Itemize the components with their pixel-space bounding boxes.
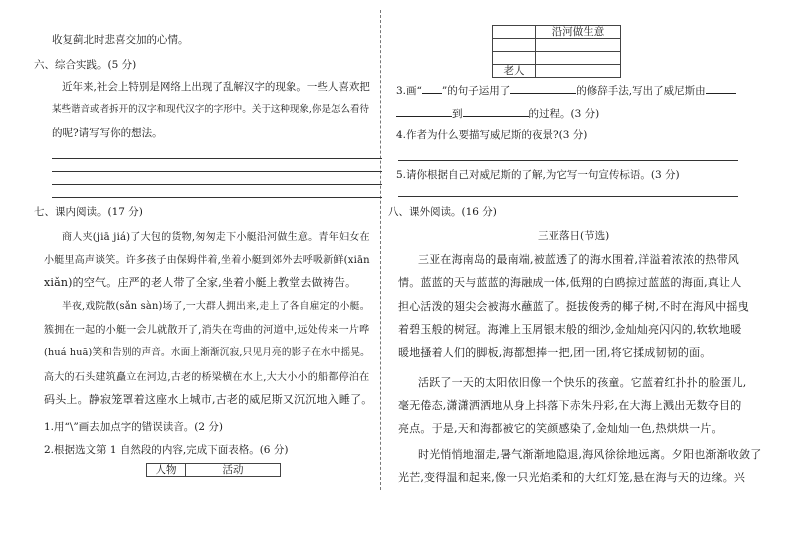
passage-8-line-10: 光芒,变得温和起来,像一只光焰柔和的大红灯笼,悬在海与天的边缘。兴 xyxy=(398,471,746,484)
section-6-heading: 六、综合实践。(5 分) xyxy=(34,59,137,71)
passage-7-line-3: xiǎn)的空气。庄严的老人带了全家,坐着小艇上教堂去做祷告。 xyxy=(44,276,357,289)
passage-7-line-7: 高大的石头建筑矗立在河边,古老的桥梁横在水上,大大小小的船都停泊在 xyxy=(44,372,370,383)
passage-7-line-5: 簇拥在一起的小艇一会儿就散开了,消失在弯曲的河道中,远处传来一片哗 xyxy=(44,325,370,336)
table-cell-empty-5[interactable] xyxy=(536,52,621,65)
q3-to: 到 xyxy=(452,108,463,120)
answer-line-1[interactable] xyxy=(52,158,382,159)
passage-7-line-8: 码头上。静寂笼罩着这座水上城市,古老的威尼斯又沉沉地入睡了。 xyxy=(44,393,373,406)
passage-8-line-1: 三亚在海南岛的最南端,被蓝透了的海水围着,洋溢着浓浓的热带风 xyxy=(418,253,739,266)
question-4: 4.作者为什么要描写威尼斯的夜景?(3 分) xyxy=(396,129,588,141)
table-cell-empty-4[interactable] xyxy=(493,52,536,65)
q3-end: 的修辞手法,写出了威尼斯由 xyxy=(576,85,706,97)
passage-8-line-9: 时光悄悄地溜走,暑气渐渐地隐退,海风徐徐地远离。夕阳也渐渐收敛了 xyxy=(418,448,762,461)
q3-tail: 的过程。(3 分) xyxy=(528,108,600,120)
passage-8-line-6: 活跃了一天的太阳依旧像一个快乐的孩童。它蓝着红扑扑的脸蛋儿, xyxy=(418,376,747,389)
table-header-person: 人物 xyxy=(147,464,186,477)
question-3-line-2 xyxy=(396,105,599,121)
table-cell-empty-1[interactable] xyxy=(493,26,536,39)
q3-middle: ”的句子运用了 xyxy=(441,85,511,97)
previous-answer-tail: 收复蓟北时悲喜交加的心情。 xyxy=(52,34,189,46)
passage-8-line-4: 着碧玉般的树冠。海滩上玉屑银末般的细沙,金灿灿亮闪闪的,软软地暖 xyxy=(398,323,742,336)
table-cell-activity: 沿河做生意 xyxy=(536,26,621,39)
answer-line-3[interactable] xyxy=(52,184,382,185)
q3-blank-start[interactable] xyxy=(396,105,452,117)
passage-8-line-5: 暖地搔着人们的脚板,海都想捧一把,团一团,将它揉成韧韧的面。 xyxy=(398,346,712,359)
passage-8-line-2: 情。蓝蓝的天与蓝蓝的海融成一体,低翔的白鸥掠过蓝蓝的海面,真让人 xyxy=(398,276,742,289)
question-2: 2.根据选文第 1 自然段的内容,完成下面表格。(6 分) xyxy=(44,444,289,456)
section-6-line-2: 某些谐音或者拆开的汉字和现代汉字的字形中。关于这种现象,你是怎么看待 xyxy=(52,104,370,115)
passage-7-line-6: (huá huā)笑和告别的声音。水面上渐渐沉寂,只见月亮的影子在水中摇晃。 xyxy=(44,347,370,358)
q4-answer-line[interactable] xyxy=(398,160,738,161)
q5-answer-line[interactable] xyxy=(398,196,738,197)
question-3-line-1 xyxy=(396,82,736,98)
table-cell-person: 老人 xyxy=(493,65,536,78)
table-cell-empty-6[interactable] xyxy=(536,65,621,78)
q3-blank-rhetoric[interactable] xyxy=(510,82,576,94)
activity-table-continued xyxy=(492,25,621,78)
passage-8-line-3: 担心活泼的翅尖会被海水蘸蓝了。挺拔俊秀的椰子树,不时在海风中摇曳 xyxy=(398,300,749,313)
passage-8-line-8: 亮点。于是,天和海都被它的笑颜感染了,金灿灿一色,热烘烘一片。 xyxy=(398,422,723,435)
section-7-heading: 七、课内阅读。(17 分) xyxy=(34,206,143,218)
q3-underline-mark xyxy=(422,82,442,94)
passage-7-line-4: 半夜,戏院散(sǎn sàn)场了,一大群人拥出来,走上了各自雇定的小艇。 xyxy=(62,301,370,312)
column-divider xyxy=(380,10,381,490)
question-5: 5.请你根据自己对威尼斯的了解,为它写一句宣传标语。(3 分) xyxy=(396,169,680,181)
q3-blank-end[interactable] xyxy=(463,105,529,117)
passage-8-line-7: 毫无倦态,潇潇洒洒地从身上抖落下赤朱丹彩,在大海上溅出无数夺目的 xyxy=(398,399,742,412)
activity-table-header xyxy=(146,463,281,477)
section-8-heading: 八、课外阅读。(16 分) xyxy=(388,206,497,218)
section-6-line-1: 近年来,社会上特别是网络上出现了乱解汉字的现象。一些人喜欢把 xyxy=(62,81,370,93)
section-6-line-3: 的呢?请写写你的想法。 xyxy=(52,127,163,139)
passage-7-line-1: 商人夹(jiā jiá)了大包的货物,匆匆走下小艇沿河做生意。青年妇女在 xyxy=(62,232,370,243)
answer-line-2[interactable] xyxy=(52,171,382,172)
table-cell-empty-2[interactable] xyxy=(493,39,536,52)
table-header-activity: 活动 xyxy=(186,464,281,477)
passage-7-line-2: 小艇里高声谈笑。许多孩子由保姆伴着,坐着小艇到郊外去呼吸新鲜(xiān xyxy=(44,255,370,266)
table-cell-empty-3[interactable] xyxy=(536,39,621,52)
q3-prefix: 3.画“ xyxy=(396,85,422,97)
q3-blank-from[interactable] xyxy=(706,82,736,94)
answer-line-4[interactable] xyxy=(52,197,382,198)
question-1: 1.用“\”画去加点字的错误读音。(2 分) xyxy=(44,421,224,433)
passage-8-title: 三亚落日(节选) xyxy=(538,230,610,242)
